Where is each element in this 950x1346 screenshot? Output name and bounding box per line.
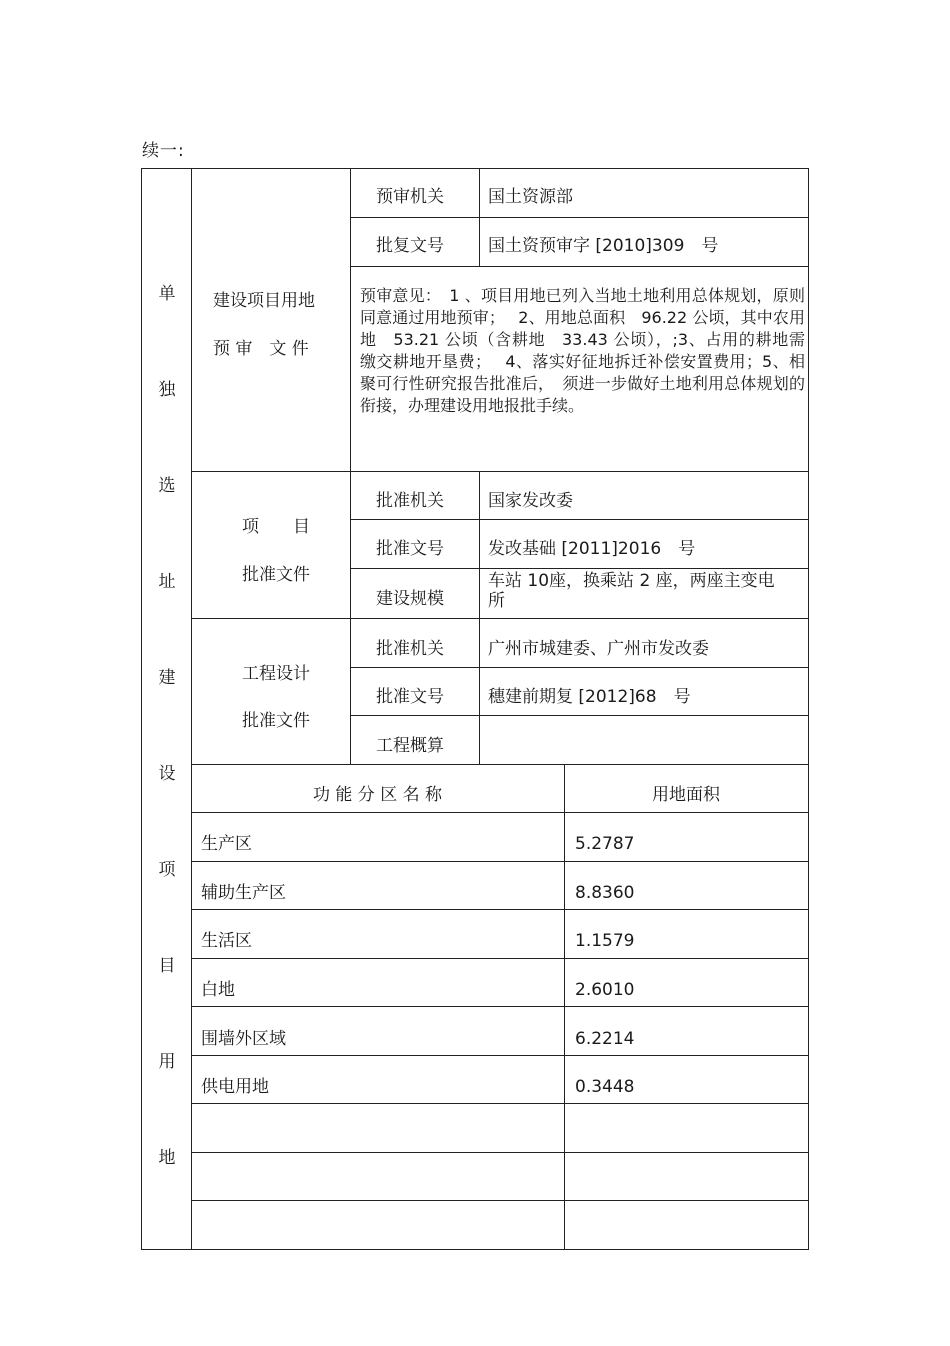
field-value: 穗建前期复 [2012]68 号 (488, 687, 691, 707)
zone-name: 生产区 (201, 834, 252, 854)
divider (191, 958, 808, 959)
divider (191, 1055, 808, 1056)
divider (191, 1200, 808, 1201)
divider (191, 909, 808, 910)
divider (191, 812, 808, 813)
zone-name: 生活区 (201, 931, 252, 951)
zone-area: 2.6010 (575, 980, 635, 1000)
field-value: 广州市城建委、广州市发改委 (488, 639, 709, 659)
continuation-heading: 续一: (142, 141, 185, 161)
divider (191, 861, 808, 862)
zone-name-header: 功 能 分 区 名 称 (312, 785, 443, 805)
divider (350, 667, 808, 668)
project-title: 批准文件 (242, 565, 310, 585)
engineering-title: 批准文件 (242, 711, 310, 731)
field-label: 建设规模 (376, 589, 444, 609)
field-value: 发改基础 [2011]2016 号 (488, 539, 696, 559)
divider (191, 1103, 808, 1104)
zone-name: 供电用地 (201, 1077, 269, 1097)
zone-name: 辅助生产区 (201, 883, 286, 903)
divider (350, 568, 808, 569)
divider (191, 471, 808, 472)
project-title: 项 目 (242, 517, 310, 537)
divider (191, 1152, 808, 1153)
field-value: 车站 10座，换乘站 2 座，两座主变电 (488, 571, 775, 591)
field-label: 批准机关 (376, 491, 444, 511)
field-value: 国土资源部 (488, 187, 573, 207)
field-label: 批准文号 (376, 687, 444, 707)
divider (191, 1006, 808, 1007)
land-use-table (141, 168, 809, 1250)
field-value: 国家发改委 (488, 491, 573, 511)
divider (191, 618, 808, 619)
zone-name: 围墙外区域 (201, 1029, 286, 1049)
field-label: 预审机关 (376, 187, 444, 207)
zone-name: 白地 (201, 980, 235, 1000)
side-label: 单 独 选 址 建 设 项 目 用 地 (158, 284, 176, 1168)
zone-area: 5.2787 (575, 834, 635, 854)
preexam-opinion: 预审意见： 1 、项目用地已列入当地土地利用总体规划，原则同意通过用地预审； 2、用地总面积 96.22 公顷，其中农用地 53.21 公顷（含耕地 33.43 公顷），;3、占用的耕地需缴交耕地开垦费； 4、落实好征地拆迁补偿安置费用；5、相聚可行性研究报告批准后， 须进一步做好土地利用总体规划的衔接，办理建设用地报批手续。 (360, 286, 805, 415)
zone-area: 1.1579 (575, 931, 635, 951)
zone-area: 0.3448 (575, 1077, 635, 1097)
preexam-title: 预 审 文 件 (213, 339, 309, 359)
zone-area: 8.8360 (575, 883, 635, 903)
field-value: 所 (488, 591, 505, 611)
preexam-title: 建设项目用地 (213, 291, 315, 311)
field-value: 国土资预审字 [2010]309 号 (488, 236, 719, 256)
field-label: 批准文号 (376, 539, 444, 559)
field-label: 批准机关 (376, 639, 444, 659)
zone-area: 6.2214 (575, 1029, 635, 1049)
divider (191, 764, 808, 765)
divider (350, 266, 808, 267)
divider (350, 715, 808, 716)
engineering-title: 工程设计 (242, 664, 310, 684)
divider (350, 217, 808, 218)
divider (350, 519, 808, 520)
zone-area-header: 用地面积 (652, 785, 720, 805)
field-label: 工程概算 (376, 736, 444, 756)
divider (350, 169, 351, 764)
field-label: 批复文号 (376, 236, 444, 256)
